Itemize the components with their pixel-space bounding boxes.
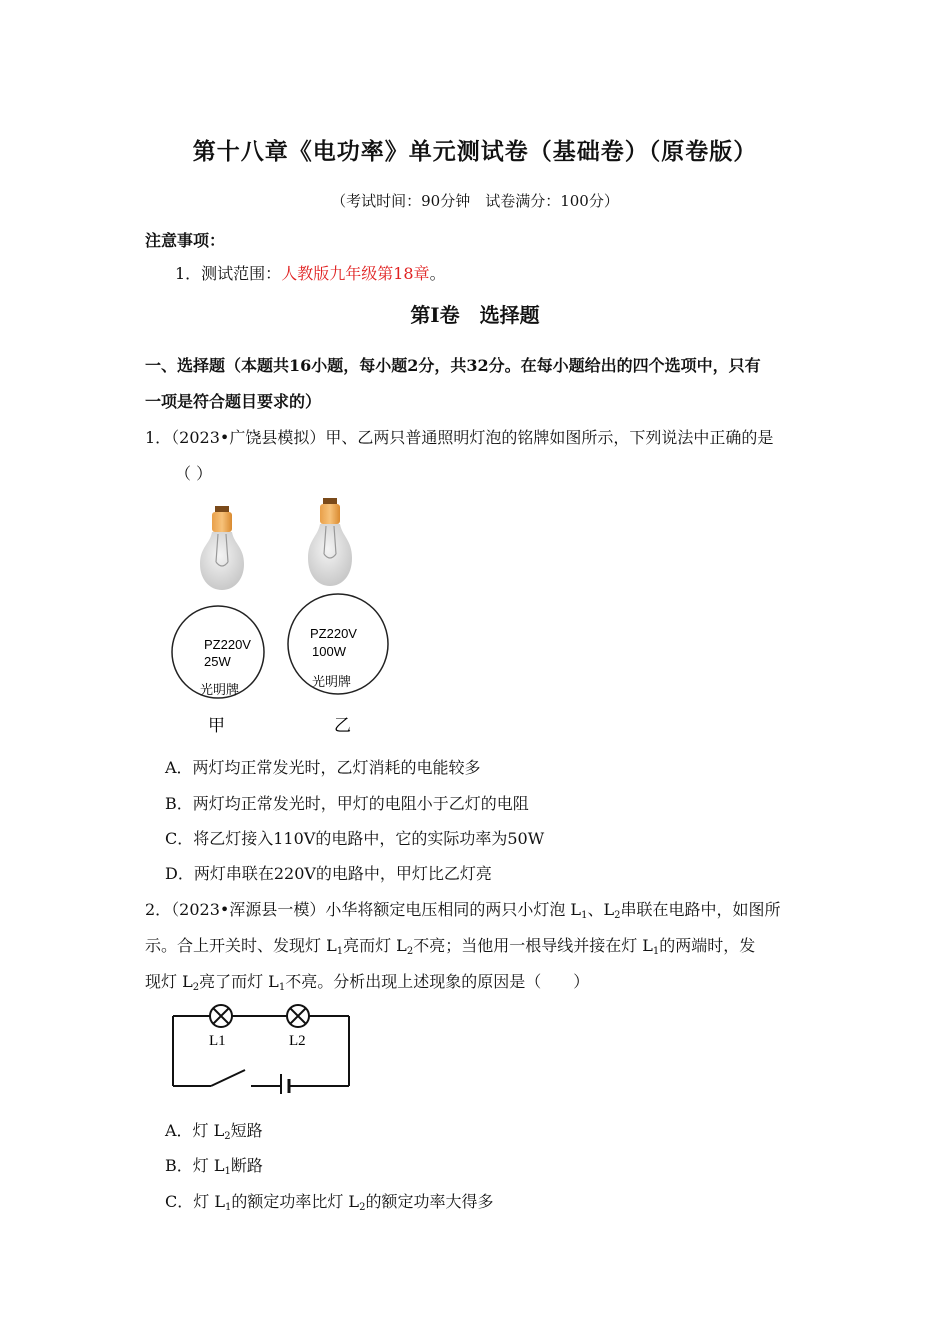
bulb-a-label: 甲 <box>208 716 225 736</box>
notice-item <box>175 261 446 284</box>
notice-item-prefix: 1．测试范围： <box>175 264 282 283</box>
bulb-b-power: 100W <box>312 644 346 659</box>
notice-item-range: 人教版九年级第18章 <box>281 264 430 283</box>
q1-option-d: D．两灯串联在220V的电路中，甲灯比乙灯亮 <box>165 864 492 883</box>
q2-option-c: C．灯 $L_1$的额定功率比灯 $L_2$的额定功率大得多 <box>165 1192 494 1213</box>
bulb-a-brand: 光明牌 <box>200 683 240 698</box>
bulb-b-icon <box>308 498 352 586</box>
q1-bulb-figure <box>160 492 410 742</box>
q2-stem-line1: 2．（2023•浑源县一模）小华将额定电压相同的两只小灯泡 $L_1$、$L_2$串联在电路中，如图所 <box>145 900 781 921</box>
bulb-b-label: 乙 <box>334 716 351 736</box>
exam-info: （考试时间：90分钟 试卷满分：100分） <box>331 192 619 210</box>
q2-stem-line3: 现灯 $L_2$亮了而灯 $L_1$不亮。分析出现上述现象的原因是（ ） <box>145 972 590 993</box>
notice-label: 注意事项： <box>145 231 226 250</box>
part-heading-line2: 一项是符合题目要求的） <box>145 392 322 411</box>
q1-stem-line2: （ ） <box>175 464 213 483</box>
lamp-l1-label: L1 <box>209 1033 226 1049</box>
q2-option-b: B．灯 $L_1$断路 <box>165 1156 263 1177</box>
lamp-l2-label: L2 <box>289 1033 306 1049</box>
q2-option-a: A．灯 $L_2$短路 <box>165 1121 263 1142</box>
bulb-a-model: PZ220V <box>204 637 251 652</box>
q1-option-a: A．两灯均正常发光时，乙灯消耗的电能较多 <box>165 758 481 777</box>
notice-item-end: 。 <box>429 264 446 283</box>
bulb-b-brand: 光明牌 <box>312 675 352 690</box>
bulb-b-model: PZ220V <box>310 626 357 641</box>
lamp-l1-icon <box>210 1005 232 1027</box>
q2-stem-line2: 示。合上开关时、发现灯 $L_1$亮而灯 $L_2$不亮；当他用一根导线并接在灯 $L_1$的两端时，发 <box>145 936 756 957</box>
q2-circuit-diagram <box>165 1002 357 1094</box>
q1-option-b: B．两灯均正常发光时，甲灯的电阻小于乙灯的电阻 <box>165 794 529 813</box>
page-title: 第十八章《电功率》单元测试卷（基础卷）（原卷版） <box>192 138 758 165</box>
q1-option-c: C．将乙灯接入110V的电路中，它的实际功率为50W <box>165 829 545 848</box>
bulb-a-power: 25W <box>204 654 231 669</box>
section-title: 第Ⅰ卷 选择题 <box>410 303 540 327</box>
q1-stem-line1: 1．（2023•广饶县模拟）甲、乙两只普通照明灯泡的铭牌如图所示，下列说法中正确的是 <box>145 428 774 447</box>
lamp-l2-icon <box>287 1005 309 1027</box>
bulb-a-icon <box>200 506 244 590</box>
part-heading-line1: 一、选择题（本题共16小题，每小题2分，共32分。在每小题给出的四个选项中，只有 <box>145 356 761 375</box>
